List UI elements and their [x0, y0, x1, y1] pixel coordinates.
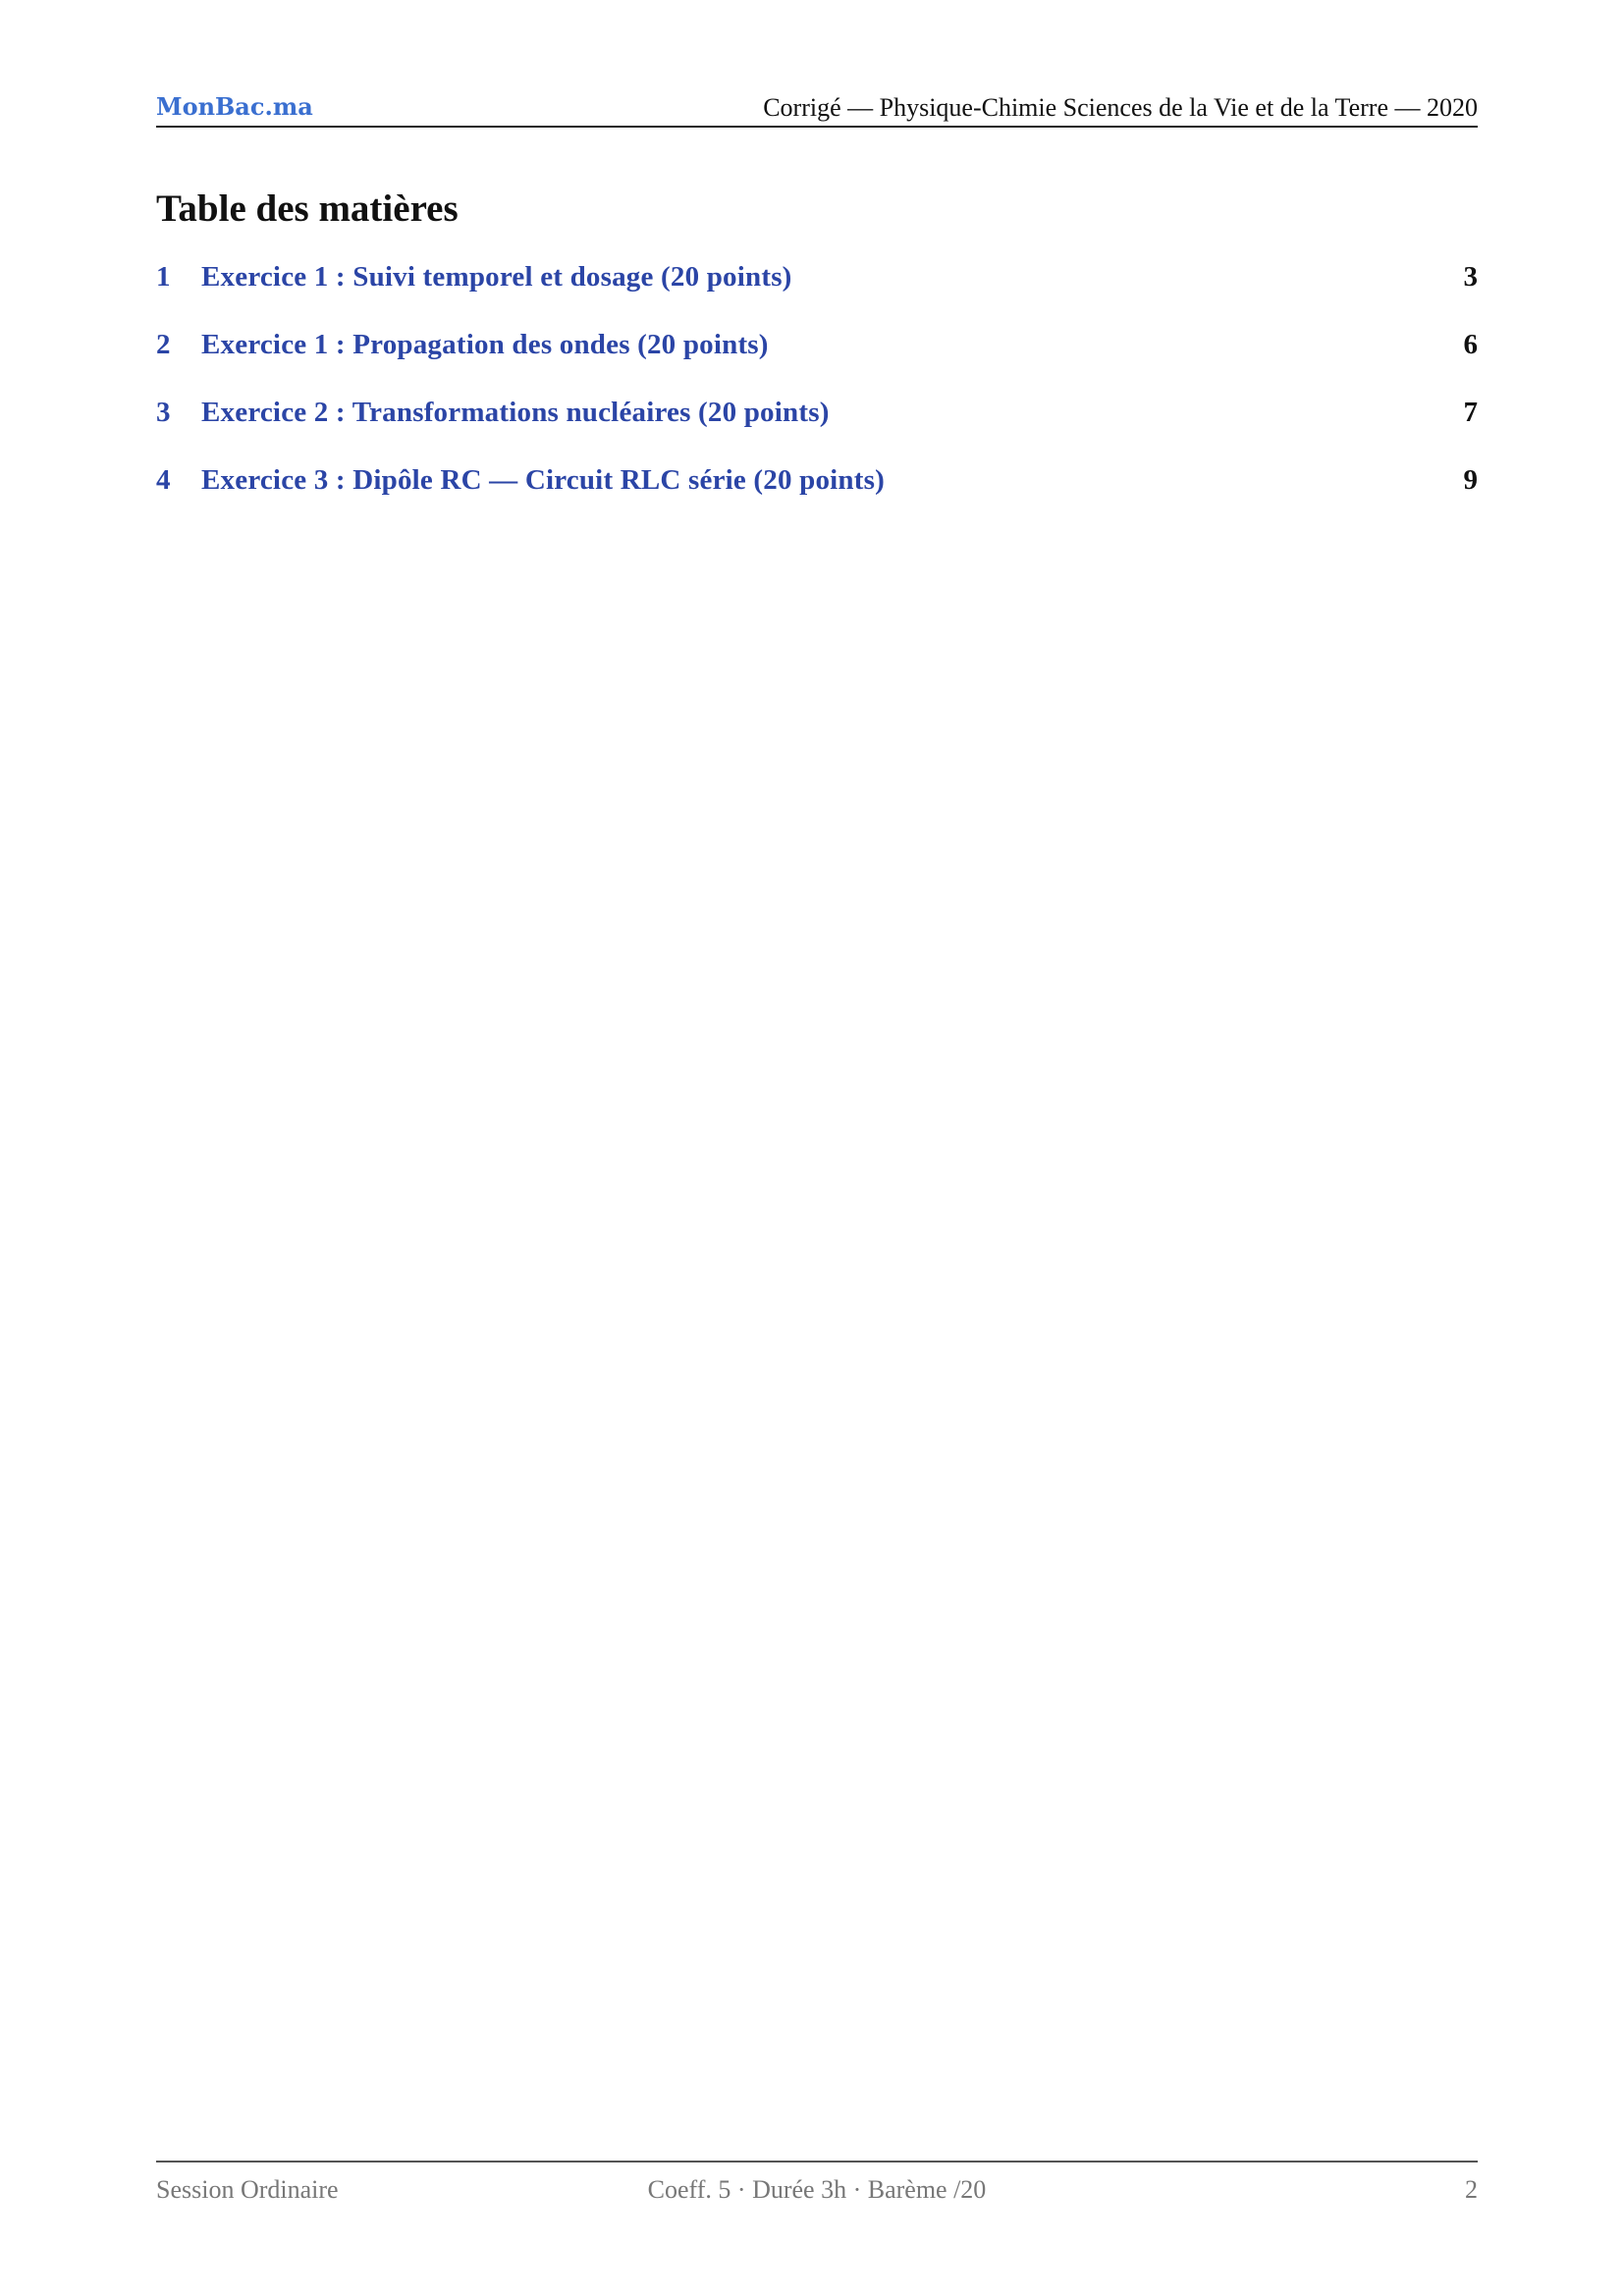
toc-entry-number[interactable]: 2 [156, 329, 171, 360]
toc-entry-number[interactable]: 3 [156, 397, 171, 428]
footer-details: Coeff. 5 · Durée 3h · Barème /20 [647, 2175, 987, 2204]
toc-entry-title[interactable]: Exercice 3 : Dipôle RC — Circuit RLC série (20 points) [201, 464, 885, 496]
toc-entry-title[interactable]: Exercice 1 : Suivi temporel et dosage (20 points) [201, 261, 792, 293]
toc-entry-page[interactable]: 9 [1463, 464, 1478, 496]
toc-heading: Table des matières [156, 187, 459, 230]
toc-entry-number[interactable]: 1 [156, 261, 171, 293]
toc-entry-title[interactable]: Exercice 2 : Transformations nucléaires (20 points) [201, 397, 830, 428]
page-footer [156, 2161, 1478, 2219]
page-header [156, 90, 1478, 128]
toc-entry-title[interactable]: Exercice 1 : Propagation des ondes (20 points) [201, 329, 769, 360]
toc-entry-3[interactable] [156, 393, 1478, 460]
toc-entry-4[interactable] [156, 460, 1478, 528]
toc-entry-2[interactable] [156, 325, 1478, 393]
footer-session: Session Ordinaire [156, 2175, 339, 2204]
table-of-contents [156, 257, 1478, 528]
toc-entry-number[interactable]: 4 [156, 464, 171, 496]
toc-entry-page[interactable]: 6 [1463, 329, 1478, 360]
footer-page-number: 2 [1465, 2175, 1478, 2204]
header-title: Corrigé — Physique-Chimie Sciences de la Vie et de la Terre — 2020 [763, 93, 1478, 122]
toc-entry-page[interactable]: 3 [1463, 261, 1478, 293]
brand-link[interactable]: MonBac.ma [156, 92, 313, 121]
toc-entry-1[interactable] [156, 257, 1478, 325]
toc-entry-page[interactable]: 7 [1463, 397, 1478, 428]
